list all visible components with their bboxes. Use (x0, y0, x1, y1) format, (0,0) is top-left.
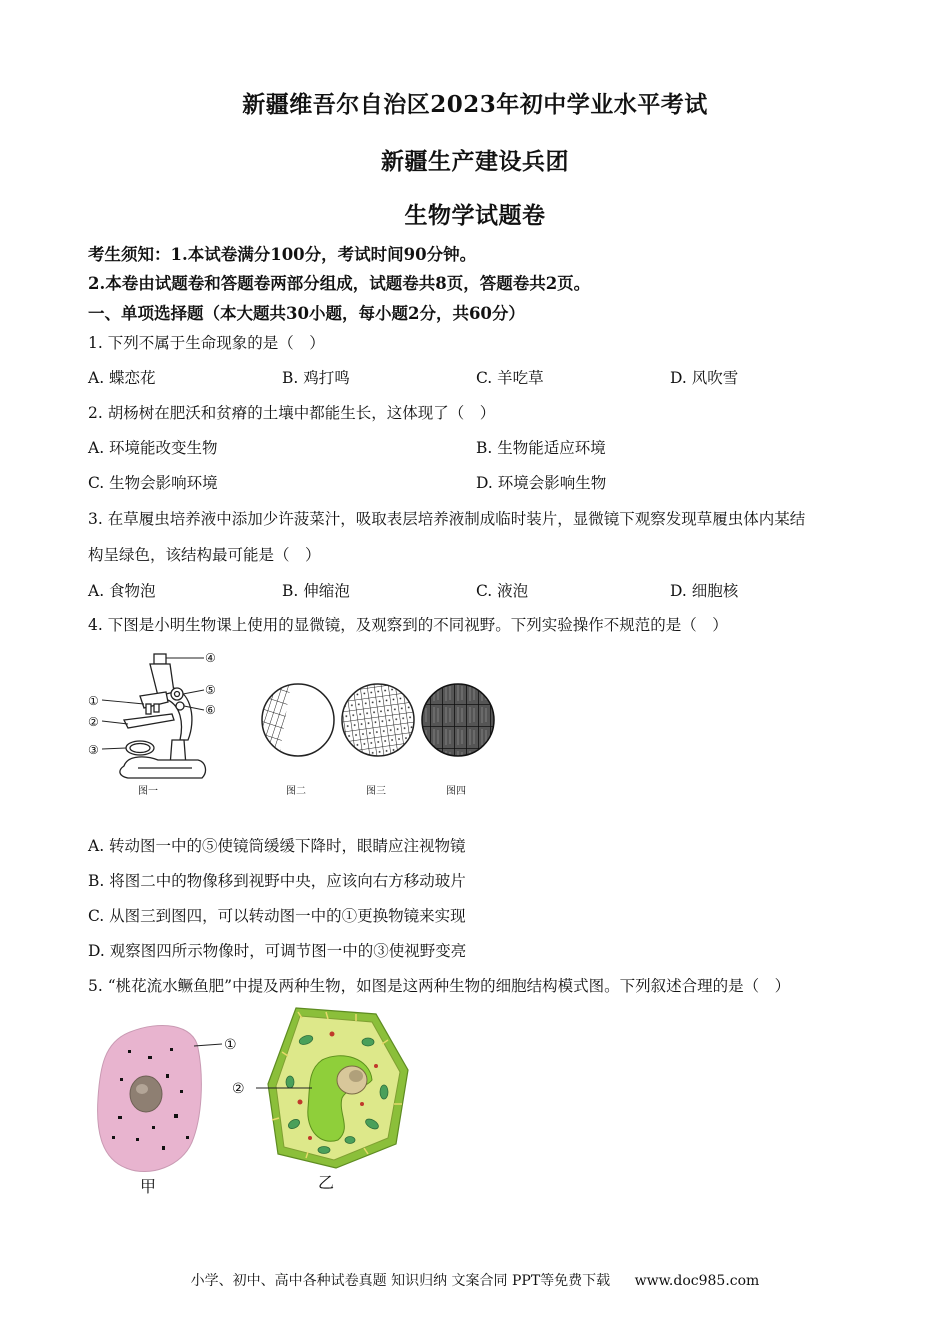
stage-shape (124, 714, 174, 728)
exam-subtitle: 新疆生产建设兵团 (381, 148, 569, 175)
question-5-stem: 5. “桃花流水鳜鱼肥”中提及两种生物，如图是这两种生物的细胞结构模式图。下列叙述合理的是（ ） (88, 977, 791, 995)
figure-3-caption: 图三 (366, 786, 386, 797)
field-of-view-3-figure (338, 682, 422, 798)
question-3-option-c: C. 液泡 (476, 582, 529, 600)
plant-cell-figure (226, 1004, 416, 1196)
notice-line-2: 2.本卷由试题卷和答题卷两部分组成，试题卷共8页，答题卷共2页。 (88, 274, 591, 293)
question-4-stem: 4. 下图是小明生物课上使用的显微镜，及观察到的不同视野。下列实验操作不规范的是（ ） (88, 616, 728, 634)
figure-1-caption: 图一 (138, 786, 158, 797)
footer-text: 小学、初中、高中各种试卷真题 知识归纳 文案合同 PPT等免费下载 (190, 1273, 611, 1289)
question-4-option-b: B. 将图二中的物像移到视野中央，应该向右方移动玻片 (88, 872, 466, 890)
page-footer (0, 1270, 950, 1290)
microscope-label-4: ④ (205, 651, 216, 665)
microscope-label-1: ① (88, 694, 99, 708)
exam-title: 新疆维吾尔自治区2023年初中学业水平考试 (242, 91, 708, 118)
question-1-option-a: A. 蝶恋花 (88, 369, 156, 387)
eyepiece-shape (154, 654, 166, 664)
question-1-option-b: B. 鸡打鸣 (282, 369, 350, 387)
footer-link[interactable]: www.doc985.com (634, 1273, 760, 1289)
animal-cell-nucleus (130, 1076, 162, 1112)
microscope-label-2: ② (88, 715, 99, 729)
question-2-stem: 2. 胡杨树在肥沃和贫瘠的土壤中都能生长，这体现了（ ） (88, 404, 496, 422)
section-heading: 一、单项选择题（本大题共30小题，每小题2分，共60分） (88, 304, 525, 323)
objective-shape (146, 704, 151, 714)
question-4-option-a: A. 转动图一中的⑤使镜筒缓缓下降时，眼睛应注视物镜 (88, 837, 466, 855)
question-3-stem-line-2: 构呈绿色，该结构最可能是（ ） (88, 546, 321, 564)
question-2-option-b: B. 生物能适应环境 (476, 439, 606, 457)
plant-cell-label-2: ② (232, 1081, 245, 1097)
microscope-label-6: ⑥ (205, 703, 216, 717)
question-3-option-a: A. 食物泡 (88, 582, 156, 600)
microscope-figure (88, 648, 228, 798)
field-of-view-4-figure (418, 682, 502, 798)
plant-cell-caption: 乙 (318, 1173, 335, 1192)
question-3-option-d: D. 细胞核 (670, 582, 739, 600)
question-4-option-c: C. 从图三到图四，可以转动图一中的①更换物镜来实现 (88, 907, 466, 925)
question-1-option-c: C. 羊吃草 (476, 369, 544, 387)
figure-2-caption: 图二 (286, 786, 306, 797)
animal-cell-caption: 甲 (140, 1177, 157, 1196)
question-4-option-d: D. 观察图四所示物像时，可调节图一中的③使视野变亮 (88, 942, 467, 960)
question-3-stem-line-1: 3. 在草履虫培养液中添加少许菠菜汁，吸取表层培养液制成临时装片，显微镜下观察发现草履虫体内某结 (88, 510, 806, 528)
question-2-option-a: A. 环境能改变生物 (88, 439, 218, 457)
question-2-option-d: D. 环境会影响生物 (476, 474, 607, 492)
microscope-label-3: ③ (88, 743, 99, 757)
question-3-option-b: B. 伸缩泡 (282, 582, 350, 600)
paper-title: 生物学试题卷 (404, 202, 546, 229)
question-1-option-d: D. 风吹雪 (670, 369, 739, 387)
question-2-option-c: C. 生物会影响环境 (88, 474, 218, 492)
question-1-stem: 1. 下列不属于生命现象的是（ ） (88, 334, 325, 352)
microscope-label-5: ⑤ (205, 683, 216, 697)
lens-tube-shape (150, 664, 174, 696)
animal-cell-label-1: ① (224, 1037, 237, 1053)
fine-knob-shape (176, 702, 184, 710)
field-of-view-2-figure (258, 682, 342, 798)
notice-line-1: 考生须知：1.本试卷满分100分，考试时间90分钟。 (88, 245, 477, 264)
figure-4-caption: 图四 (446, 786, 466, 797)
